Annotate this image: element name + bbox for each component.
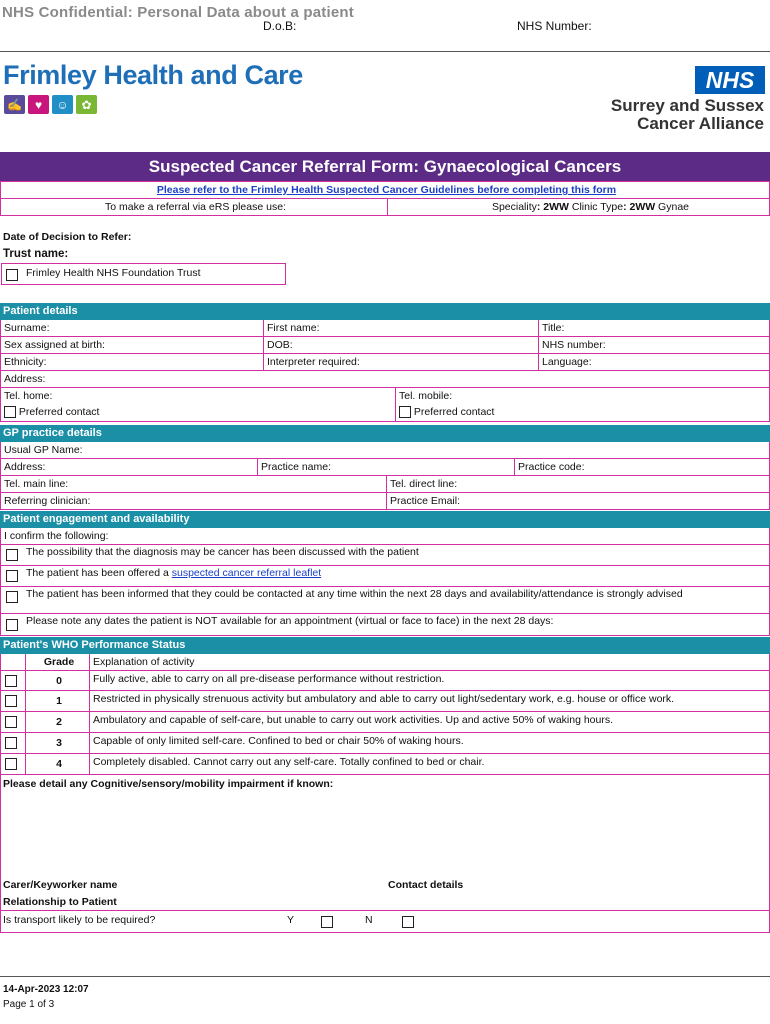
who-header-row <box>0 654 770 671</box>
who-grade-explanation: Restricted in physically strenuous activity but ambulatory and able to carry out light/sedentary work, e.g. house or office work. <box>89 691 769 711</box>
dob-header-label: D.o.B: <box>263 19 297 33</box>
gp-address-field[interactable]: Address: <box>4 461 46 473</box>
transport-divider <box>0 910 770 911</box>
footer-page-number: Page 1 of 3 <box>3 999 55 1010</box>
title-field[interactable]: Title: <box>538 320 769 336</box>
nhs-number-field[interactable]: NHS number: <box>538 337 769 353</box>
who-grade-value: 4 <box>25 754 89 774</box>
engagement-confirm-row <box>0 528 770 545</box>
engagement-item3-label: The patient has been informed that they could be contacted at any time within the next 28 days and availability/attendance is strongly advised <box>26 588 683 600</box>
who-grade-value: 3 <box>25 733 89 753</box>
who-grade-row <box>0 712 770 733</box>
alliance-name <box>611 97 764 133</box>
practice-name-field[interactable]: Practice name: <box>257 459 514 475</box>
cognitive-label[interactable]: Please detail any Cognitive/sensory/mobility impairment if known: <box>3 778 334 790</box>
who-grade-checkbox[interactable] <box>5 695 17 707</box>
nhs-logo: NHS <box>695 66 765 94</box>
engagement-item1-label: The possibility that the diagnosis may be cancer has been discussed with the patient <box>26 546 419 558</box>
ers-row <box>0 199 770 216</box>
who-header: Patient's WHO Performance Status <box>0 637 770 654</box>
alliance-line2: Cancer Alliance <box>637 114 764 133</box>
tel-mobile-preferred-label: Preferred contact <box>413 406 495 418</box>
ethnicity-field[interactable]: Ethnicity: <box>4 356 47 368</box>
who-grade-row <box>0 671 770 691</box>
tel-home-preferred-label: Preferred contact <box>18 406 100 418</box>
who-grade-explanation: Capable of only limited self-care. Confined to bed or chair 50% of waking hours. <box>89 733 769 753</box>
trust-checkbox[interactable] <box>6 269 18 281</box>
who-checkbox-cell <box>1 754 25 774</box>
confidential-banner: NHS Confidential: Personal Data about a patient <box>2 4 354 21</box>
guidelines-row <box>0 181 770 199</box>
trust-name-label: Trust name: <box>3 248 69 260</box>
grade-header: Grade <box>25 654 89 670</box>
practice-code-field[interactable]: Practice code: <box>514 459 769 475</box>
interpreter-field[interactable]: Interpreter required: <box>263 354 538 370</box>
contact-details-label[interactable]: Contact details <box>388 879 464 891</box>
engagement-item-3 <box>0 587 770 614</box>
who-grade-checkbox[interactable] <box>5 737 17 749</box>
engagement-item4-checkbox[interactable] <box>6 619 18 631</box>
tel-main-field[interactable]: Tel. main line: <box>4 478 69 490</box>
trust-option <box>1 263 286 285</box>
ers-speciality: Speciality: 2WW Clinic Type: 2WW Gynae <box>387 199 769 215</box>
patient-row-3 <box>0 354 770 371</box>
who-grade-checkbox[interactable] <box>5 675 17 687</box>
surname-field[interactable]: Surname: <box>4 322 50 334</box>
tel-home-cell <box>1 388 395 421</box>
tel-mobile-field[interactable]: Tel. mobile: <box>399 390 453 402</box>
who-grade-checkbox[interactable] <box>5 758 17 770</box>
transport-yes-checkbox[interactable] <box>321 916 333 928</box>
gp-row-1 <box>0 442 770 459</box>
tel-home-field[interactable]: Tel. home: <box>4 390 53 402</box>
heart-pulse-icon: ♥ <box>28 95 49 114</box>
gp-details-header: GP practice details <box>0 425 770 442</box>
trust-option-label: Frimley Health NHS Foundation Trust <box>26 267 201 279</box>
who-grade-explanation: Completely disabled. Cannot carry out any self-care. Totally confined to bed or chair. <box>89 754 769 774</box>
transport-yes-label: Y <box>287 914 295 926</box>
who-checkbox-cell <box>1 691 25 711</box>
footer-timestamp: 14-Apr-2023 12:07 <box>3 984 89 995</box>
people-icon: ☺ <box>52 95 73 114</box>
who-grade-explanation: Fully active, able to carry on all pre-disease performance without restriction. <box>89 671 769 690</box>
who-grade-value: 0 <box>25 671 89 690</box>
transport-no-checkbox[interactable] <box>402 916 414 928</box>
guidelines-link[interactable]: Please refer to the Frimley Health Suspected Cancer Guidelines before completing this form <box>156 184 617 196</box>
who-grade-row <box>0 754 770 775</box>
gp-row-4 <box>0 493 770 510</box>
tel-direct-field[interactable]: Tel. direct line: <box>386 476 769 492</box>
who-checkbox-cell <box>1 712 25 732</box>
who-checkbox-cell <box>1 733 25 753</box>
engagement-item1-checkbox[interactable] <box>6 549 18 561</box>
usual-gp-field[interactable]: Usual GP Name: <box>4 444 83 456</box>
date-decision-label: Date of Decision to Refer: <box>3 231 132 243</box>
patient-row-5 <box>0 388 770 422</box>
tel-mobile-preferred-checkbox[interactable] <box>399 406 411 418</box>
confirm-label: I confirm the following: <box>4 530 109 542</box>
who-grade-row <box>0 733 770 754</box>
engagement-item-2 <box>0 566 770 587</box>
header-divider <box>0 51 770 52</box>
patient-details-header: Patient details <box>0 303 770 320</box>
explanation-header: Explanation of activity <box>89 654 769 670</box>
hand-leaf-icon: ✿ <box>76 95 97 114</box>
engagement-item4-label: Please note any dates the patient is NOT available for an appointment (virtual or face to face) in the next 28 days: <box>26 615 554 627</box>
ers-label: To make a referral via eRS please use: <box>105 201 286 213</box>
handshake-icon: ✍ <box>4 95 25 114</box>
who-checkbox-col-header <box>1 654 25 670</box>
transport-label: Is transport likely to be required? <box>3 914 156 926</box>
alliance-line1: Surrey and Sussex <box>610 96 764 115</box>
gp-row-3 <box>0 476 770 493</box>
frimley-logo-text: Frimley Health and Care <box>3 60 303 90</box>
language-field[interactable]: Language: <box>538 354 769 370</box>
patient-address-field[interactable]: Address: <box>4 373 46 385</box>
who-grade-value: 2 <box>25 712 89 732</box>
form-title: Suspected Cancer Referral Form: Gynaecological Cancers <box>0 152 770 181</box>
dob-field[interactable]: DOB: <box>263 337 538 353</box>
gp-row-2 <box>0 459 770 476</box>
transport-no-label: N <box>365 914 373 926</box>
footer-divider <box>0 976 770 977</box>
brand-icons <box>4 95 97 114</box>
engagement-item-4 <box>0 614 770 636</box>
who-grade-explanation: Ambulatory and capable of self-care, but unable to carry out work activities. Up and active 50% of waking hours. <box>89 712 769 732</box>
engagement-item-1 <box>0 545 770 566</box>
practice-email-field[interactable]: Practice Email: <box>386 493 769 509</box>
who-grade-value: 1 <box>25 691 89 711</box>
engagement-header: Patient engagement and availability <box>0 511 770 528</box>
first-name-field[interactable]: First name: <box>263 320 538 336</box>
leaflet-link[interactable]: suspected cancer referral leaflet <box>171 567 322 579</box>
patient-row-2 <box>0 337 770 354</box>
tel-home-preferred-checkbox[interactable] <box>4 406 16 418</box>
patient-row-1 <box>0 320 770 337</box>
relationship-label[interactable]: Relationship to Patient <box>3 896 117 908</box>
nhs-number-header-label: NHS Number: <box>517 19 592 33</box>
who-grade-row <box>0 691 770 712</box>
who-grade-checkbox[interactable] <box>5 716 17 728</box>
sex-field[interactable]: Sex assigned at birth: <box>4 339 105 351</box>
tel-mobile-cell <box>395 388 769 421</box>
carer-label[interactable]: Carer/Keyworker name <box>3 879 118 891</box>
patient-row-4 <box>0 371 770 388</box>
engagement-item3-checkbox[interactable] <box>6 591 18 603</box>
referring-clinician-field[interactable]: Referring clinician: <box>4 495 91 507</box>
engagement-item2-checkbox[interactable] <box>6 570 18 582</box>
who-checkbox-cell <box>1 671 25 690</box>
engagement-item2-label: The patient has been offered a suspected cancer referral leaflet <box>26 567 322 579</box>
